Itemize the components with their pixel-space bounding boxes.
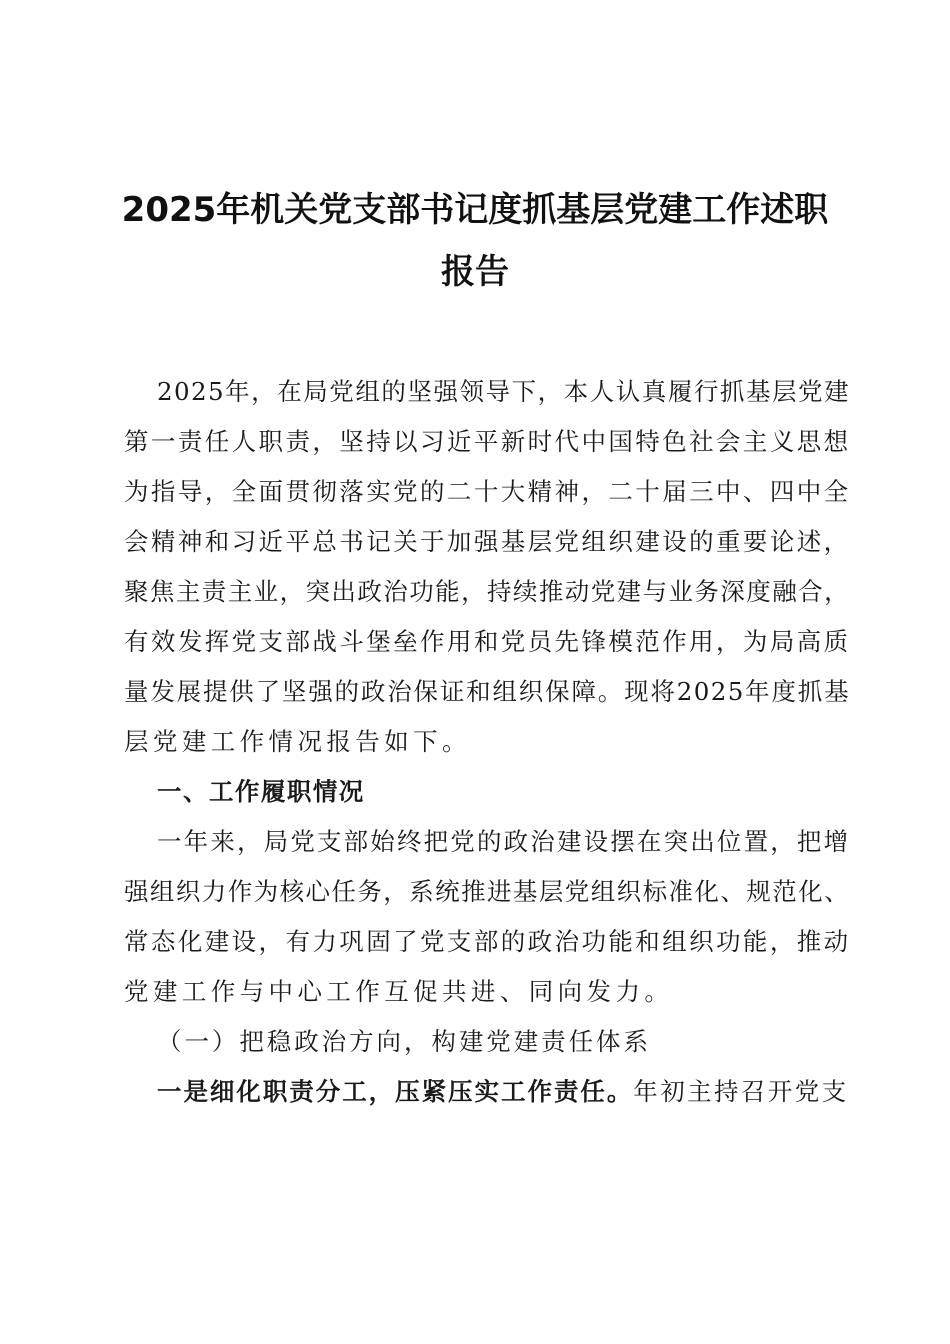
section-paragraph-line: 一年来，局党支部始终把党的政治建设摆在突出位置，把增	[157, 827, 850, 856]
section-paragraph-line: 强组织力作为核心任务，系统推进基层党组织标准化、规范化、	[124, 877, 850, 906]
intro-line: 为指导，全面贯彻落实党的二十大精神，二十届三中、四中全	[124, 477, 851, 506]
section-paragraph-line: 常态化建设，有力巩固了党支部的政治功能和组织功能，推动	[124, 927, 851, 956]
intro-line: 层党建工作情况报告如下。	[124, 727, 471, 756]
intro-line: 2025年，在局党组的坚强领导下，本人认真履行抓基层党建	[157, 377, 850, 406]
document-title-line-2: 报告	[441, 252, 509, 292]
point-lead-text: 一是细化职责分工，压紧压实工作责任。	[157, 1077, 634, 1106]
section-heading: 一、工作履职情况	[157, 777, 365, 806]
intro-line: 聚焦主责主业，突出政治功能，持续推动党建与业务深度融合，	[124, 577, 850, 606]
section-paragraph-line: 党建工作与中心工作互促共进、同向发力。	[124, 977, 674, 1006]
point-body-text: 年初主持召开党支	[633, 1077, 849, 1106]
document-title-line-1: 2025年机关党支部书记度抓基层党建工作述职	[121, 190, 829, 230]
intro-line: 有效发挥党支部战斗堡垒作用和党员先锋模范作用，为局高质	[124, 627, 851, 656]
intro-line: 第一责任人职责，坚持以习近平新时代中国特色社会主义思想	[124, 427, 851, 456]
intro-line: 会精神和习近平总书记关于加强基层党组织建设的重要论述，	[124, 527, 851, 556]
subsection-heading: （一）把稳政治方向，构建党建责任体系	[157, 1027, 651, 1056]
point-line	[157, 1077, 850, 1107]
intro-line: 量发展提供了坚强的政治保证和组织保障。现将2025年度抓基	[124, 677, 850, 706]
